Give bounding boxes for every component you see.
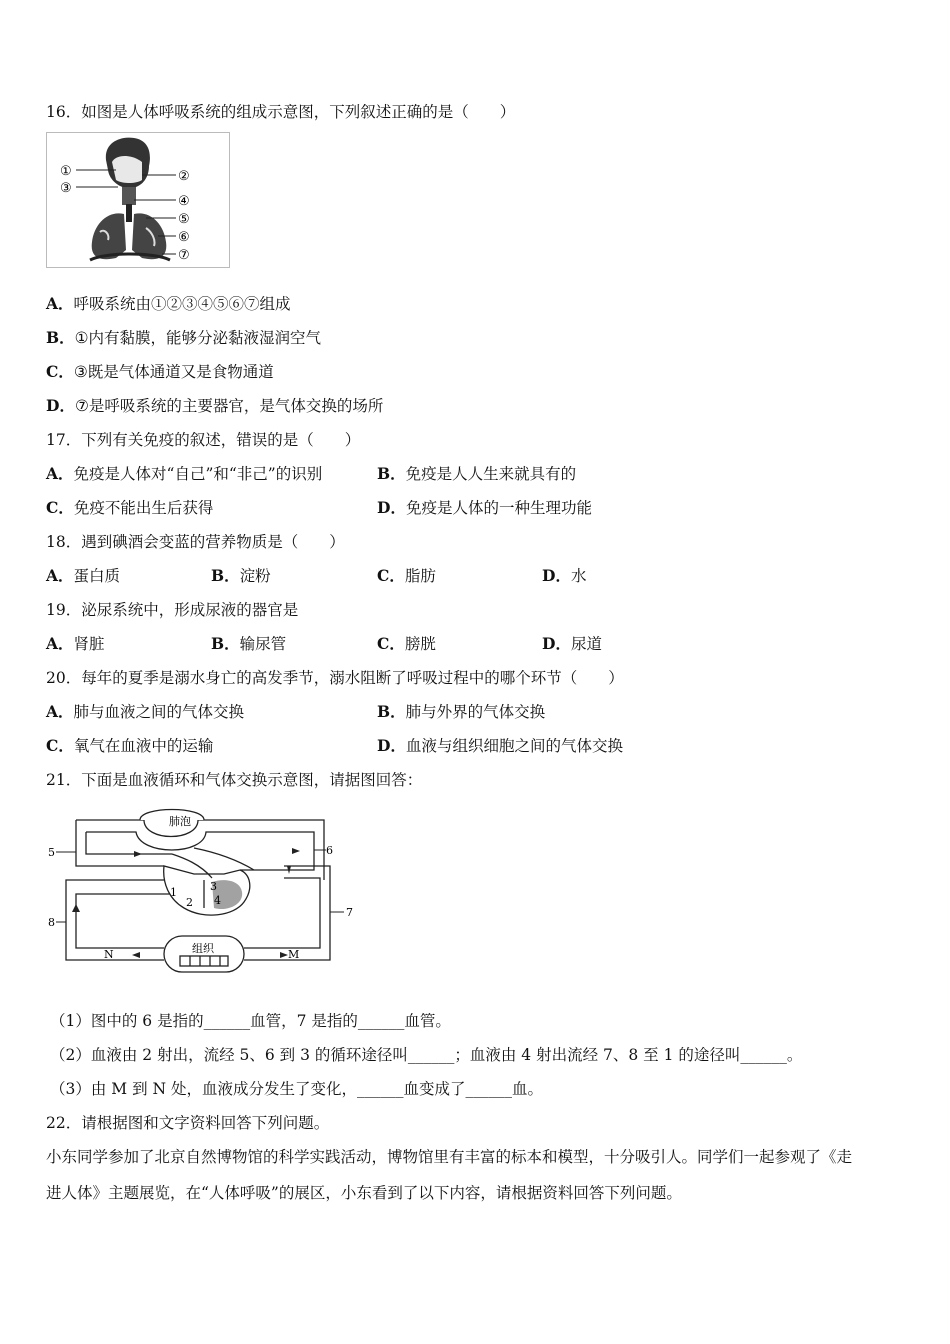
q21-stem: 21．下面是血液循环和气体交换示意图，请据图回答： [46, 771, 423, 789]
circ-label-1: 1 [170, 886, 177, 899]
circ-label-m: M [288, 948, 300, 961]
q19-option-c: C．膀胱 [377, 634, 436, 653]
q17-option-b: B．免疫是人人生来就具有的 [377, 464, 577, 483]
q21-sub2: （2）血液由 2 射出，流经 5、6 到 3 的循环途径叫______；血液由 4 射出流经 7、8 至 1 的途径叫______。 [50, 1046, 803, 1064]
circ-label-3: 3 [210, 880, 217, 893]
q20-option-a: A．肺与血液之间的气体交换 [46, 702, 245, 721]
q19-option-a: A．肾脏 [46, 634, 105, 653]
q21-sub1: （1）图中的 6 是指的______血管，7 是指的______血管。 [50, 1012, 451, 1030]
q16-stem: 16．如图是人体呼吸系统的组成示意图，下列叙述正确的是（ ） [46, 103, 516, 121]
q16-option-a: A．呼吸系统由①②③④⑤⑥⑦组成 [46, 294, 291, 313]
figure-label-2: ② [178, 169, 190, 184]
q21-sub3: （3）由 M 到 N 处，血液成分发生了变化，______血变成了______血。 [50, 1080, 544, 1098]
q19-option-d: D．尿道 [542, 634, 602, 653]
q22-paragraph-line2: 进人体》主题展览，在“人体呼吸”的展区，小东看到了以下内容，请根据资料回答下列问题。 [46, 1184, 682, 1202]
figure-label-1: ① [60, 164, 72, 179]
figure-label-5: ⑤ [178, 212, 190, 227]
q18-option-d: D．水 [542, 566, 587, 585]
figure-label-4: ④ [178, 194, 190, 209]
circ-label-7: 7 [346, 906, 353, 919]
q19-stem: 19．泌尿系统中，形成尿液的器官是 [46, 601, 299, 619]
q20-option-c: C．氧气在血液中的运输 [46, 736, 214, 755]
q17-option-d: D．免疫是人体的一种生理功能 [377, 498, 592, 517]
circ-label-8: 8 [48, 916, 55, 929]
circ-label-2: 2 [186, 896, 193, 909]
q17-option-a: A．免疫是人体对“自己”和“非己”的识别 [46, 464, 323, 483]
q18-stem: 18．遇到碘酒会变蓝的营养物质是（ ） [46, 533, 345, 551]
q17-stem: 17．下列有关免疫的叙述，错误的是（ ） [46, 431, 361, 449]
q17-option-c: C．免疫不能出生后获得 [46, 498, 214, 517]
q16-option-c: C．③既是气体通道又是食物通道 [46, 362, 274, 381]
figure-label-3: ③ [60, 181, 72, 196]
circ-label-4: 4 [214, 894, 221, 907]
q18-option-a: A．蛋白质 [46, 566, 121, 585]
figure-label-6: ⑥ [178, 230, 190, 245]
q20-option-d: D．血液与组织细胞之间的气体交换 [377, 736, 623, 755]
q20-stem: 20．每年的夏季是溺水身亡的高发季节，溺水阻断了呼吸过程中的哪个环节（ ） [46, 669, 624, 687]
q16-option-b: B．①内有黏膜，能够分泌黏液湿润空气 [46, 328, 322, 347]
alveolus-label: 肺泡 [169, 815, 191, 828]
circ-label-6: 6 [326, 844, 333, 857]
figure-label-7: ⑦ [178, 248, 190, 263]
circ-label-n: N [104, 948, 114, 961]
q20-option-b: B．肺与外界的气体交换 [377, 702, 546, 721]
tissue-label: 组织 [192, 942, 214, 955]
circ-label-5: 5 [48, 846, 55, 859]
q19-option-b: B．输尿管 [211, 634, 287, 653]
q18-option-b: B．淀粉 [211, 566, 271, 585]
respiratory-system-figure [46, 132, 231, 269]
q22-paragraph-line1: 小东同学参加了北京自然博物馆的科学实践活动，博物馆里有丰富的标本和模型，十分吸引人。同学们一起参观了《走 [46, 1148, 853, 1166]
q18-option-c: C．脂肪 [377, 566, 436, 585]
q16-option-d: D．⑦是呼吸系统的主要器官，是气体交换的场所 [46, 396, 384, 415]
q22-stem: 22．请根据图和文字资料回答下列问题。 [46, 1114, 330, 1132]
blood-circulation-figure [44, 808, 362, 988]
